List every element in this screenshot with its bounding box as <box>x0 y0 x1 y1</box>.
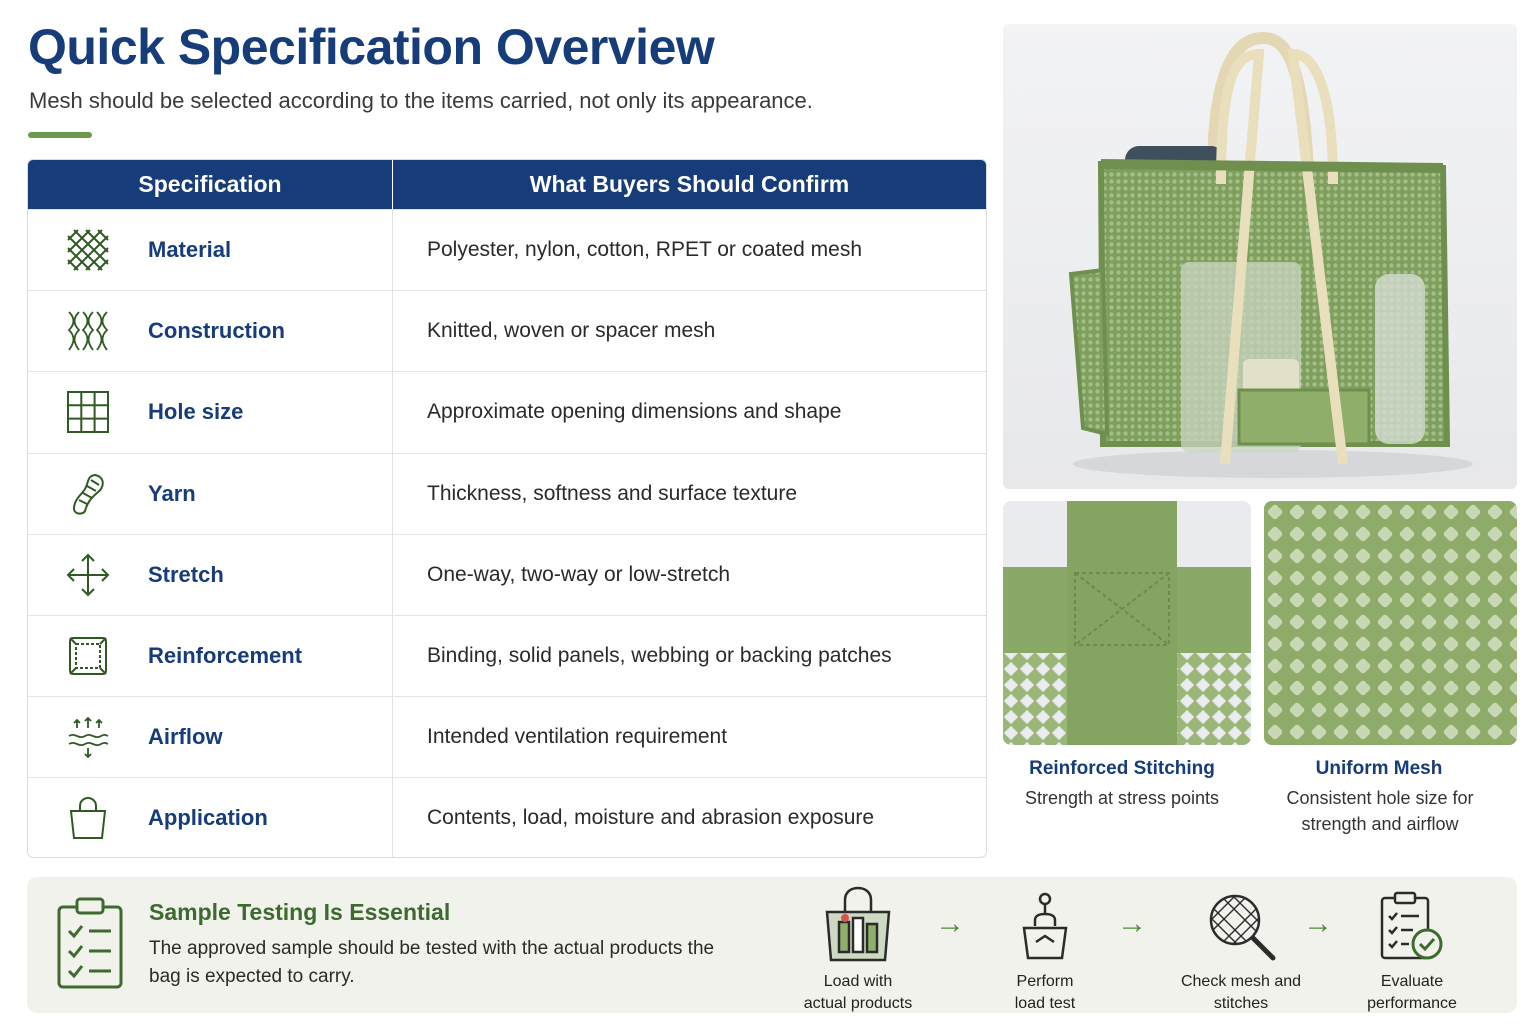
mesh-grid-icon <box>64 226 112 274</box>
table-row <box>28 209 986 290</box>
step-check-mesh <box>1161 879 1321 1015</box>
page-subtitle: Mesh should be selected according to the items carried, not only its appearance. <box>29 88 813 113</box>
spec-label: Application <box>148 805 268 831</box>
testing-text: The approved sample should be tested with the actual products the bag is expected to carry. <box>149 938 715 987</box>
table-row <box>28 696 986 777</box>
spec-label: Stretch <box>148 561 224 587</box>
spec-value: Thickness, softness and surface texture <box>427 481 798 505</box>
arrow-right-icon: → <box>1117 907 1147 940</box>
loaded-bag-icon <box>823 886 893 967</box>
airflow-waves-icon <box>64 713 112 761</box>
mesh-tote-bag-photo <box>1003 24 1517 489</box>
uniform-mesh-photo <box>1264 501 1517 745</box>
table-row <box>28 290 986 371</box>
spec-value: Intended ventilation requirement <box>427 725 728 749</box>
grid-squares-icon <box>64 388 112 436</box>
spec-value: Approximate opening dimensions and shape <box>427 400 842 424</box>
step-load-test <box>965 879 1125 1015</box>
spec-value: Polyester, nylon, cotton, RPET or coated mesh <box>427 238 863 262</box>
step-label: Load with actual products <box>803 973 913 1012</box>
checklist-check-icon <box>1379 890 1445 967</box>
step-label: Evaluate performance <box>1367 973 1457 1012</box>
clipboard-checklist-icon <box>55 895 125 991</box>
page-title: Quick Specification Overview <box>28 19 715 75</box>
header-specification: Specification <box>28 160 393 209</box>
accent-bar <box>28 132 92 138</box>
step-load-products <box>778 879 938 1015</box>
reinforced-frame-icon <box>64 632 112 680</box>
table-row <box>28 534 986 615</box>
spec-table <box>27 159 987 858</box>
spec-label: Construction <box>148 318 285 344</box>
mesh-caption-text: Consistent hole size for strength and airflow <box>1286 788 1474 834</box>
step-evaluate <box>1332 879 1492 1015</box>
header-buyers-confirm: What Buyers Should Confirm <box>529 171 850 197</box>
spec-label: Material <box>148 237 232 263</box>
spec-value: Contents, load, moisture and abrasion exposure <box>427 806 875 830</box>
table-row <box>28 453 986 534</box>
arrow-right-icon: → <box>935 907 965 940</box>
step-label: Check mesh and stitches <box>1180 973 1302 1012</box>
table-row <box>28 615 986 696</box>
table-header <box>28 160 986 209</box>
yarn-strand-icon <box>64 470 112 518</box>
table-row <box>28 371 986 452</box>
four-way-arrows-icon <box>64 551 112 599</box>
reinforced-stitching-photo <box>1003 501 1251 745</box>
testing-title: Sample Testing Is Essential <box>149 899 451 925</box>
step-label: Perform load test <box>1014 973 1076 1012</box>
arrow-right-icon: → <box>1303 907 1333 940</box>
sample-testing-panel <box>27 877 1517 1013</box>
spec-label: Reinforcement <box>148 643 303 669</box>
spec-label: Hole size <box>148 399 244 425</box>
hanging-weight-icon <box>1020 892 1070 967</box>
spec-value: Knitted, woven or spacer mesh <box>427 319 716 343</box>
spec-label: Yarn <box>148 480 196 506</box>
shopping-bag-icon <box>64 794 112 842</box>
table-row <box>28 777 986 858</box>
magnifier-mesh-icon <box>1205 890 1277 967</box>
spec-value: One-way, two-way or low-stretch <box>427 562 731 586</box>
knit-loops-icon <box>64 307 112 355</box>
spec-value: Binding, solid panels, webbing or backing patches <box>427 644 892 668</box>
stitching-caption-title: Reinforced Stitching <box>1029 758 1215 779</box>
spec-label: Airflow <box>148 724 223 750</box>
mesh-caption-title: Uniform Mesh <box>1315 758 1443 779</box>
stitching-caption-text: Strength at stress points <box>1024 788 1220 808</box>
